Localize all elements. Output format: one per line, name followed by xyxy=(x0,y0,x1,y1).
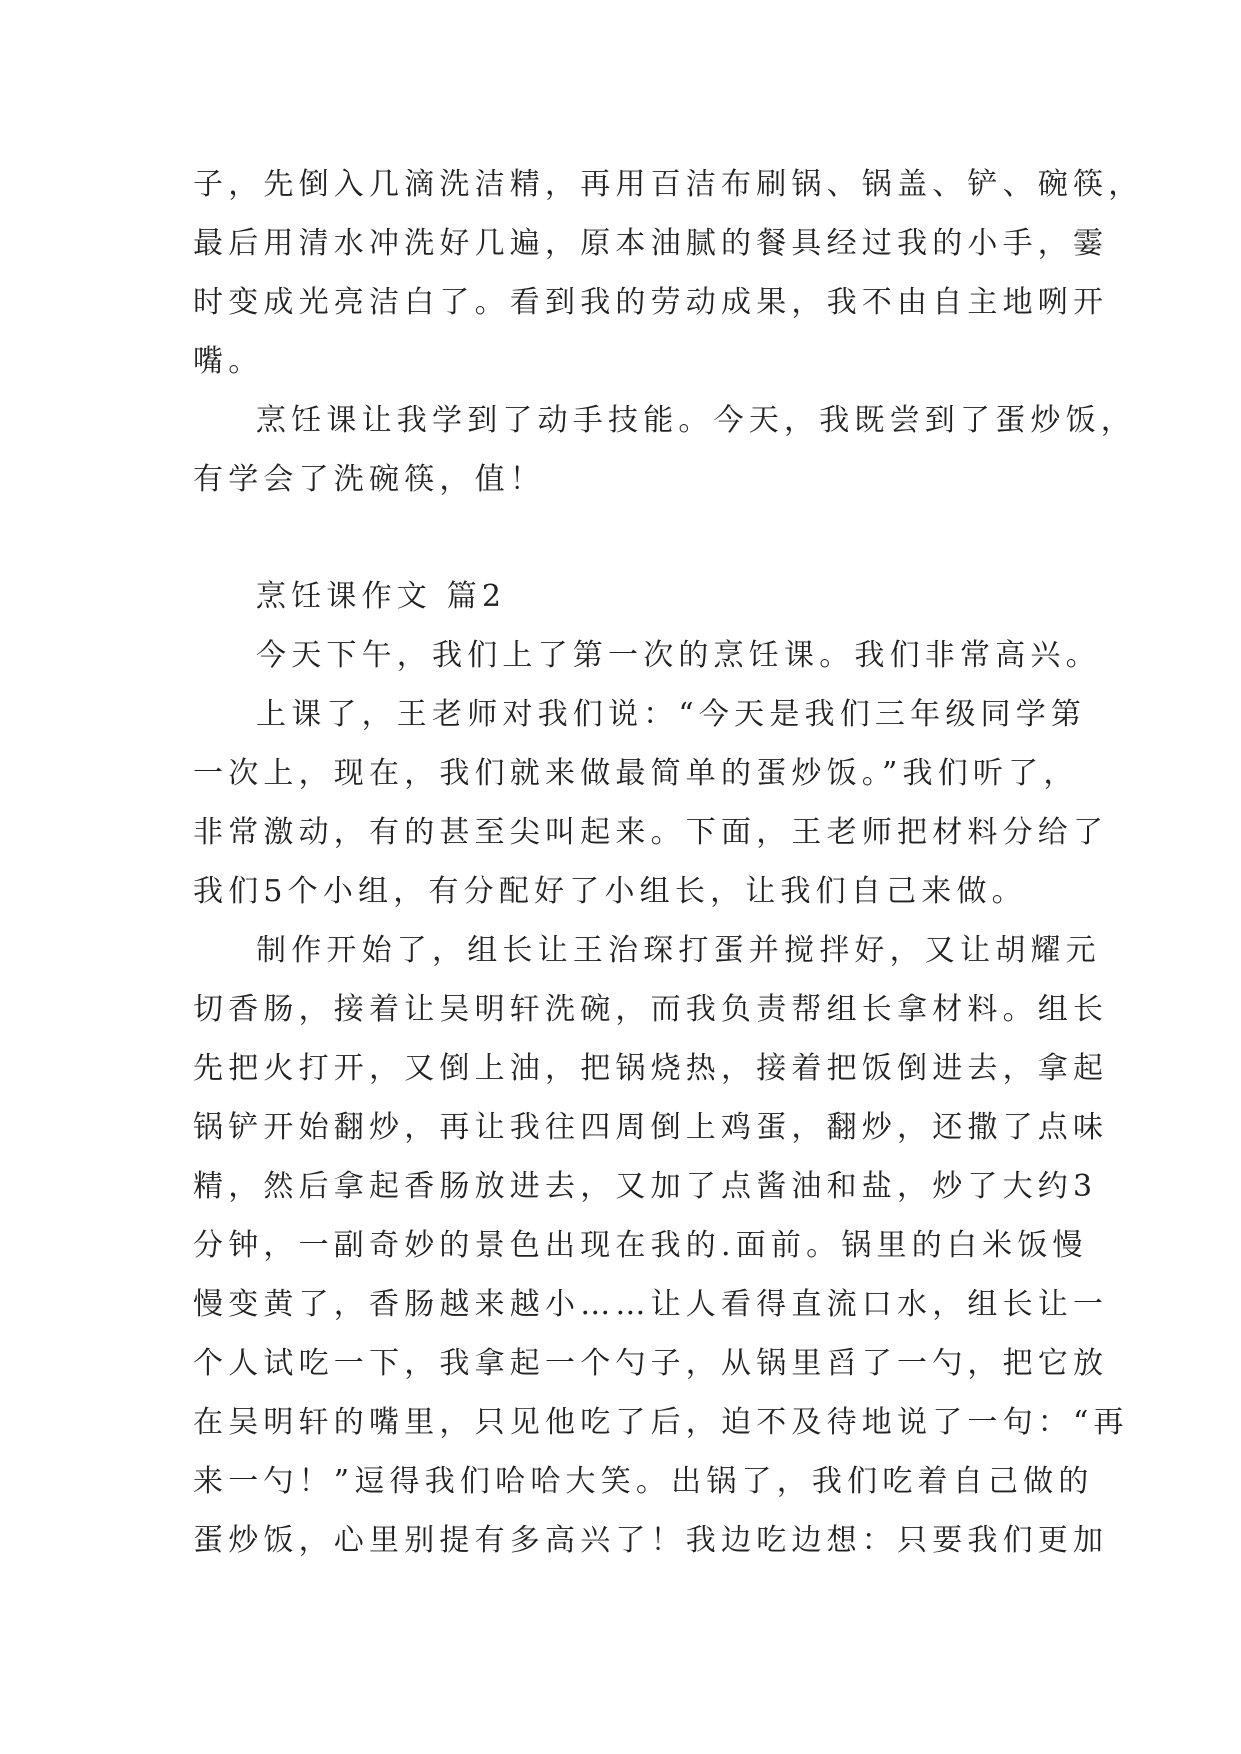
text-line: 精，然后拿起香肠放进去，又加了点酱油和盐，炒了大约3 xyxy=(193,1169,1098,1204)
text-line: 我们5个小组，有分配好了小组长，让我们自己来做。 xyxy=(193,874,1027,909)
text-line: 分钟，一副奇妙的景色出现在我的.面前。锅里的白米饭慢 xyxy=(193,1228,1088,1263)
paragraph-start-line: 制作开始了，组长让王治琛打蛋并搅拌好，又让胡耀元 xyxy=(256,933,1101,968)
text-line: 锅铲开始翻炒，再让我往四周倒上鸡蛋，翻炒，还撒了点味 xyxy=(193,1110,1109,1145)
text-line: 一次上，现在，我们就来做最简单的蛋炒饭。”我们听了， xyxy=(193,756,1079,791)
text-line: 在吴明轩的嘴里，只见他吃了后，迫不及待地说了一句：“再 xyxy=(193,1405,1129,1440)
text-line: 子，先倒入几滴洗洁精，再用百洁布刷锅、锅盖、铲、碗筷， xyxy=(193,167,1144,202)
text-line: 慢变黄了，香肠越来越小……让人看得直流口水，组长让一 xyxy=(193,1287,1109,1322)
text-line: 个人试吃一下，我拿起一个勺子，从锅里舀了一勺，把它放 xyxy=(193,1346,1109,1381)
text-line: 嘴。 xyxy=(193,344,264,379)
text-line: 来一勺！”逗得我们哈哈大笑。出锅了，我们吃着自己做的 xyxy=(193,1464,1094,1499)
text-line: 蛋炒饭，心里别提有多高兴了！我边吃边想：只要我们更加 xyxy=(193,1523,1109,1558)
text-line: 切香肠，接着让吴明轩洗碗，而我负责帮组长拿材料。组长 xyxy=(193,992,1109,1027)
paragraph-start-line: 上课了，王老师对我们说：“今天是我们三年级同学第 xyxy=(256,697,1087,732)
section-heading: 烹饪课作文 篇2 xyxy=(256,579,507,614)
text-line: 时变成光亮洁白了。看到我的劳动成果，我不由自主地咧开 xyxy=(193,285,1109,320)
paragraph-start-line: 今天下午，我们上了第一次的烹饪课。我们非常高兴。 xyxy=(256,638,1101,673)
text-line: 先把火打开，又倒上油，把锅烧热，接着把饭倒进去，拿起 xyxy=(193,1051,1109,1086)
text-line: 非常激动，有的甚至尖叫起来。下面，王老师把材料分给了 xyxy=(193,815,1109,850)
paragraph-start-line: 烹饪课让我学到了动手技能。今天，我既尝到了蛋炒饭， xyxy=(256,403,1136,438)
text-line: 有学会了洗碗筷，值！ xyxy=(193,462,545,497)
text-line: 最后用清水冲洗好几遍，原本油腻的餐具经过我的小手，霎 xyxy=(193,226,1109,261)
